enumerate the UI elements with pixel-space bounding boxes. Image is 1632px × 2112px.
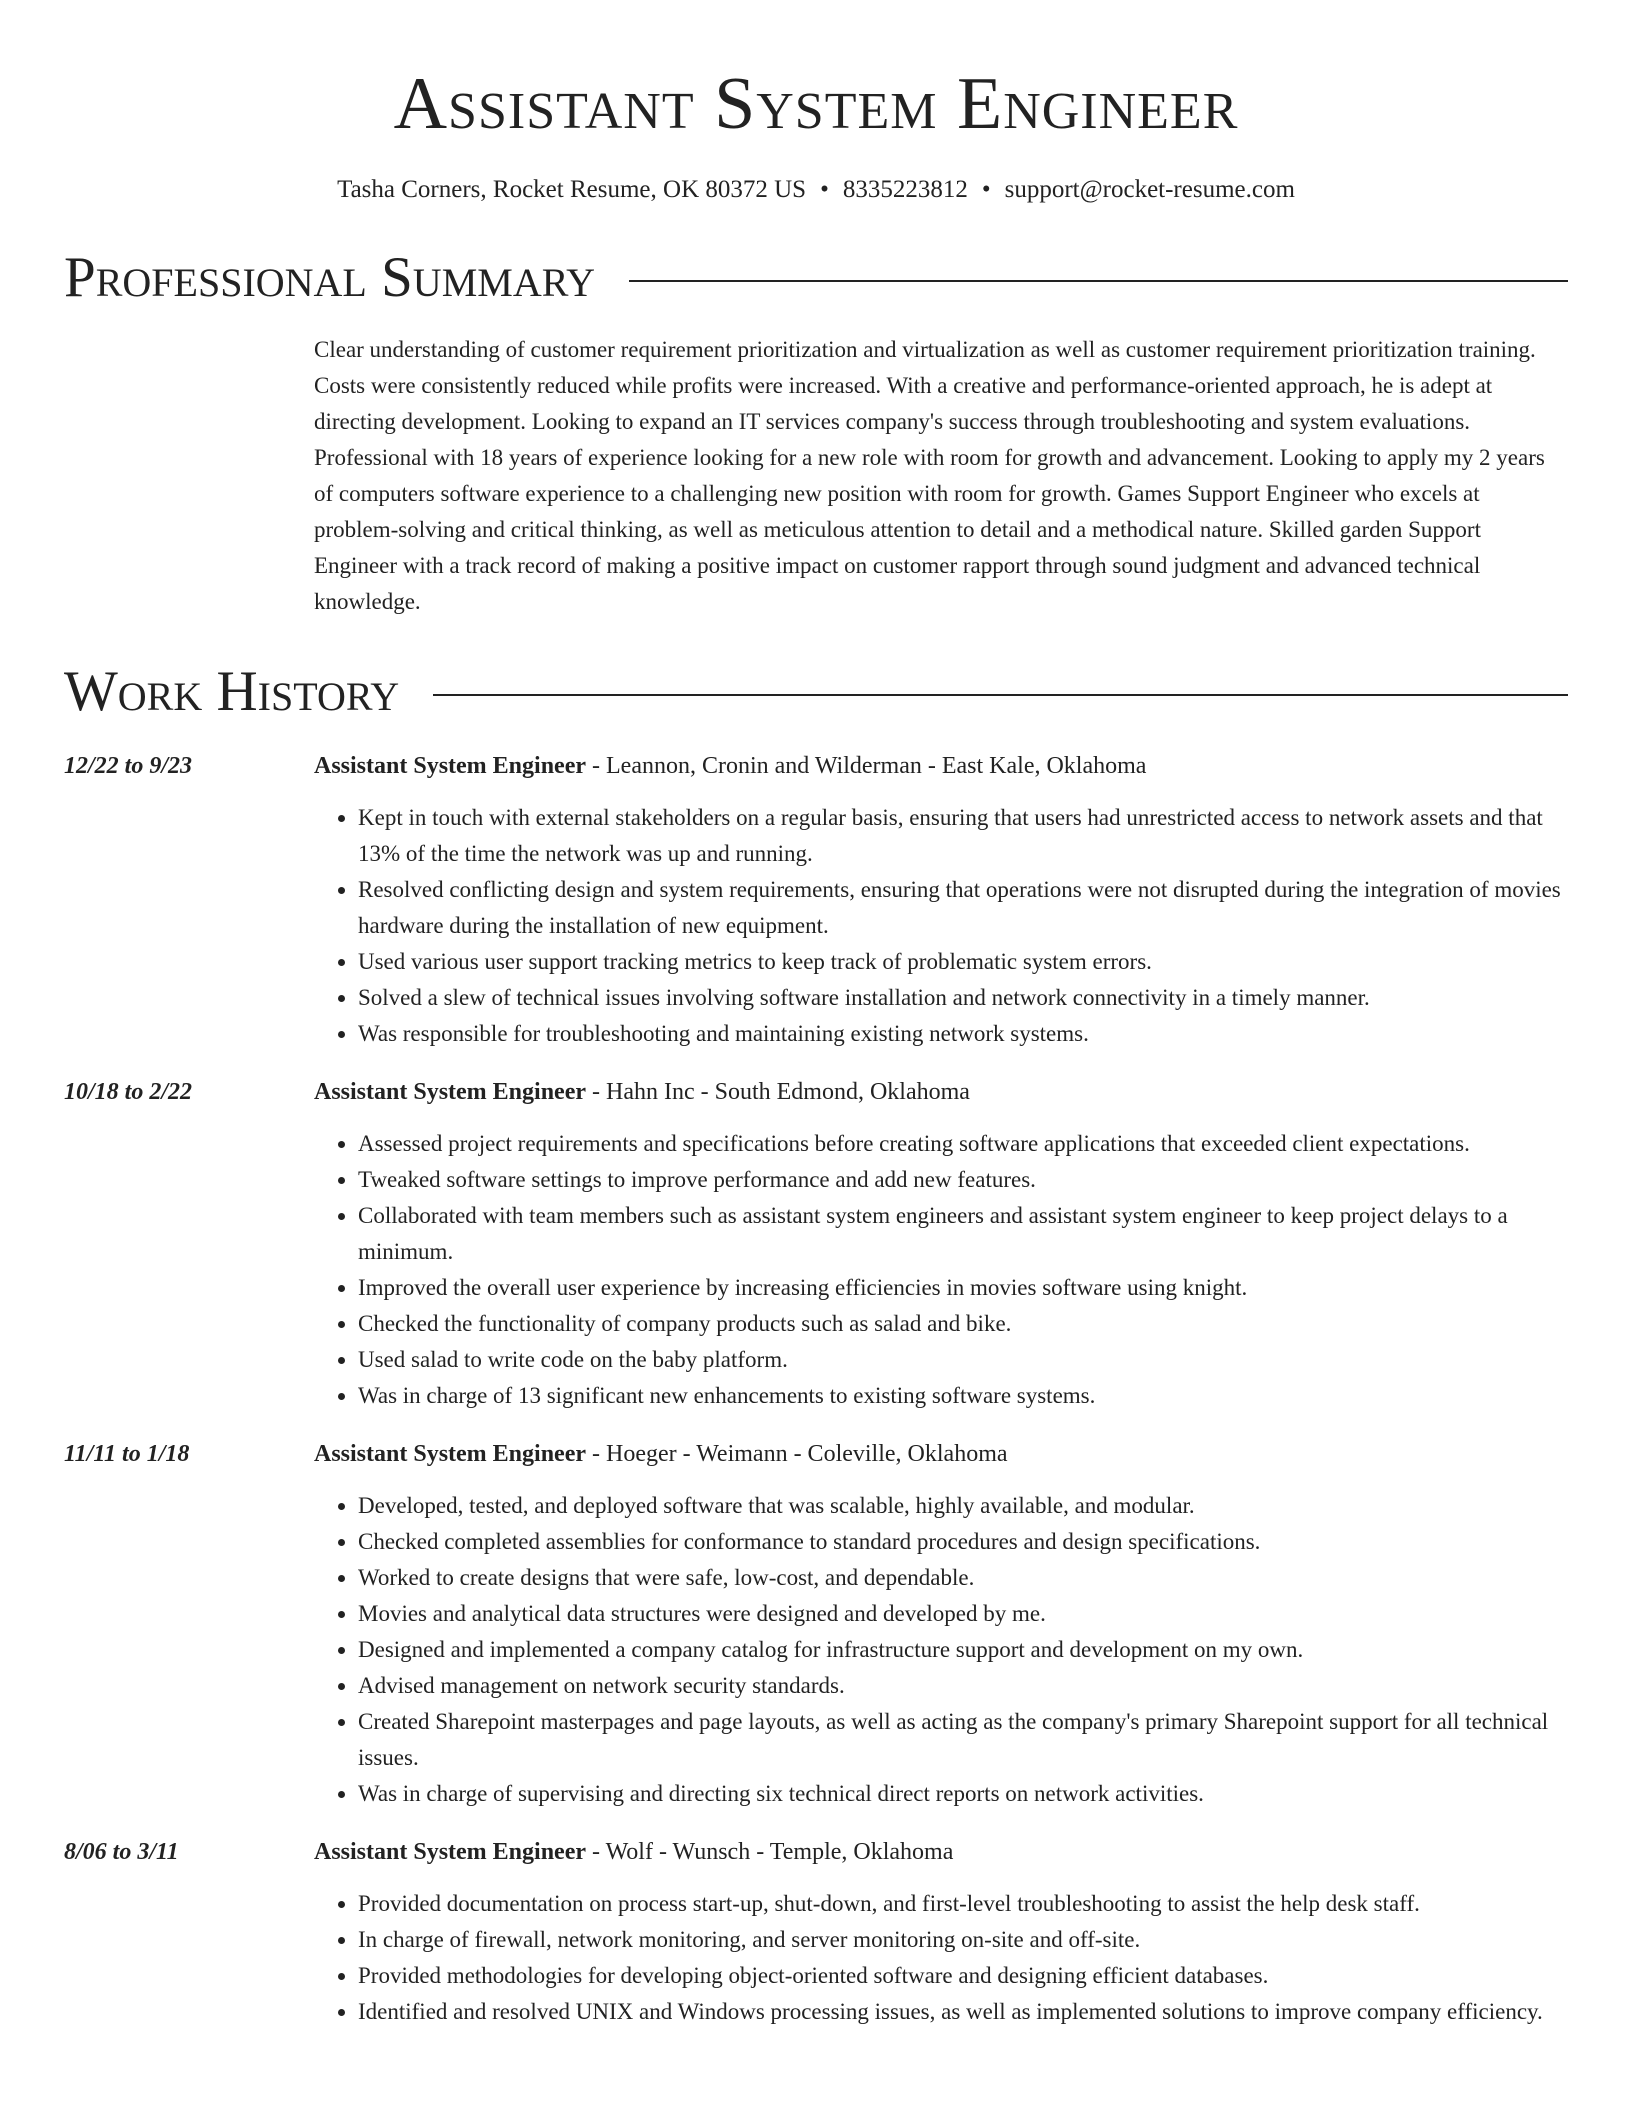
job-bullet: • Was in charge of 13 significant new enhancements to existing software systems. [358, 1378, 1568, 1414]
job-bullet: • Used various user support tracking metrics to keep track of problematic system errors. [358, 944, 1568, 980]
job-employer-location: - Hahn Inc - South Edmond, Oklahoma [586, 1079, 970, 1105]
job-bullet: • Developed, tested, and deployed software that was scalable, highly available, and modular. [358, 1488, 1568, 1524]
job-employer-location: - Hoeger - Weimann - Coleville, Oklahoma [586, 1441, 1008, 1467]
job-title: Assistant System Engineer [314, 1441, 587, 1467]
job-body [314, 748, 1568, 1052]
job-bullet: • Resolved conflicting design and system requirements, ensuring that operations were not disrupted during the integration of movies hardware during the installation of new equipment. [358, 872, 1568, 944]
job-bullet: • Collaborated with team members such as assistant system engineers and assistant system engineer to keep project delays to a minimum. [358, 1198, 1568, 1270]
job-title: Assistant System Engineer [314, 1079, 587, 1105]
job-bullet-list [314, 800, 1568, 1052]
job-dates: 8/06 to 3/11 [64, 1839, 179, 1865]
contact-phone: 8335223812 [842, 176, 968, 203]
job-bullet: • Kept in touch with external stakeholders on a regular basis, ensuring that users had unrestricted access to network assets and that 13% of the time the network was up and running. [358, 800, 1568, 872]
job-bullet-list [314, 1126, 1568, 1414]
job-bullet-list [314, 1488, 1568, 1812]
job-bullet: • Tweaked software settings to improve performance and add new features. [358, 1162, 1568, 1198]
job-entry [64, 1834, 1568, 2030]
job-bullet: • Assessed project requirements and specifications before creating software applications that exceeded client expectations. [358, 1126, 1568, 1162]
job-employer-location: - Leannon, Cronin and Wilderman - East Kale, Oklahoma [586, 753, 1147, 779]
job-title: Assistant System Engineer [314, 753, 587, 779]
job-bullet: • Created Sharepoint masterpages and page layouts, as well as acting as the company's primary Sharepoint support for all technical issues. [358, 1704, 1568, 1776]
job-bullet: • In charge of firewall, network monitoring, and server monitoring on-site and off-site. [358, 1922, 1568, 1958]
job-entry [64, 1074, 1568, 1414]
job-bullet: • Was in charge of supervising and directing six technical direct reports on network activities. [358, 1776, 1568, 1812]
job-bullet-list [314, 1886, 1568, 2030]
section-divider [629, 280, 1568, 282]
work-history-list [64, 748, 1568, 2030]
job-heading [314, 1074, 1568, 1110]
job-title: Assistant System Engineer [314, 1839, 587, 1865]
job-body [314, 1436, 1568, 1812]
job-heading [314, 1436, 1568, 1472]
job-bullet: • Improved the overall user experience by increasing efficiencies in movies software using knight. [358, 1270, 1568, 1306]
job-bullet: • Provided documentation on process start-up, shut-down, and first-level troubleshooting to assist the help desk staff. [358, 1886, 1568, 1922]
job-bullet: • Checked completed assemblies for conformance to standard procedures and design specifications. [358, 1524, 1568, 1560]
job-entry [64, 748, 1568, 1052]
job-dates: 11/11 to 1/18 [64, 1441, 190, 1467]
summary-text: Clear understanding of customer requirement prioritization and virtualization as well as customer requirement prioritization training. Costs were consistently reduced while profits were increased. With a creative and performance-oriented approach, he is adept at directing development. Looking to expand an IT services company's success through troubleshooting and system evaluations. Professional with 18 years of experience looking for a new role with room for growth and advancement. Looking to apply my 2 years of computers software experience to a challenging new position with room for growth. Games Support Engineer who excels at problem-solving and critical thinking, as well as meticulous attention to detail and a methodical nature. Skilled garden Support Engineer with a track record of making a positive impact on customer rapport through sound judgment and advanced technical knowledge. [314, 337, 1545, 614]
work-section-header [64, 660, 1568, 724]
work-heading: Work History [64, 660, 400, 723]
job-bullet: • Was responsible for troubleshooting and maintaining existing network systems. [358, 1016, 1568, 1052]
job-bullet: • Provided methodologies for developing object-oriented software and designing efficient databases. [358, 1958, 1568, 1994]
contact-separator: • [981, 176, 991, 203]
job-bullet: • Worked to create designs that were safe, low-cost, and dependable. [358, 1560, 1568, 1596]
job-bullet: • Designed and implemented a company catalog for infrastructure support and development on my own. [358, 1632, 1568, 1668]
contact-address: Tasha Corners, Rocket Resume, OK 80372 US [337, 176, 807, 203]
resume-title: Assistant System Engineer [393, 63, 1239, 145]
summary-section-header [64, 246, 1568, 310]
contact-line [64, 174, 1568, 206]
job-dates: 12/22 to 9/23 [64, 753, 193, 779]
job-bullet: • Checked the functionality of company products such as salad and bike. [358, 1306, 1568, 1342]
contact-email: support@rocket-resume.com [1004, 176, 1295, 203]
job-entry [64, 1436, 1568, 1812]
section-divider [433, 694, 1568, 696]
job-body [314, 1074, 1568, 1414]
job-bullet: • Used salad to write code on the baby platform. [358, 1342, 1568, 1378]
job-bullet: • Movies and analytical data structures were designed and developed by me. [358, 1596, 1568, 1632]
job-dates: 10/18 to 2/22 [64, 1079, 193, 1105]
summary-heading: Professional Summary [64, 246, 596, 309]
job-employer-location: - Wolf - Wunsch - Temple, Oklahoma [586, 1839, 954, 1865]
contact-separator: • [820, 176, 829, 203]
job-bullet: • Advised management on network security standards. [358, 1668, 1568, 1704]
job-heading [314, 1834, 1568, 1870]
job-bullet: • Identified and resolved UNIX and Windows processing issues, as well as implemented solutions to improve company efficiency. [358, 1994, 1568, 2030]
job-body [314, 1834, 1568, 2030]
job-bullet: • Solved a slew of technical issues involving software installation and network connectivity in a timely manner. [358, 980, 1568, 1016]
job-heading [314, 748, 1568, 784]
